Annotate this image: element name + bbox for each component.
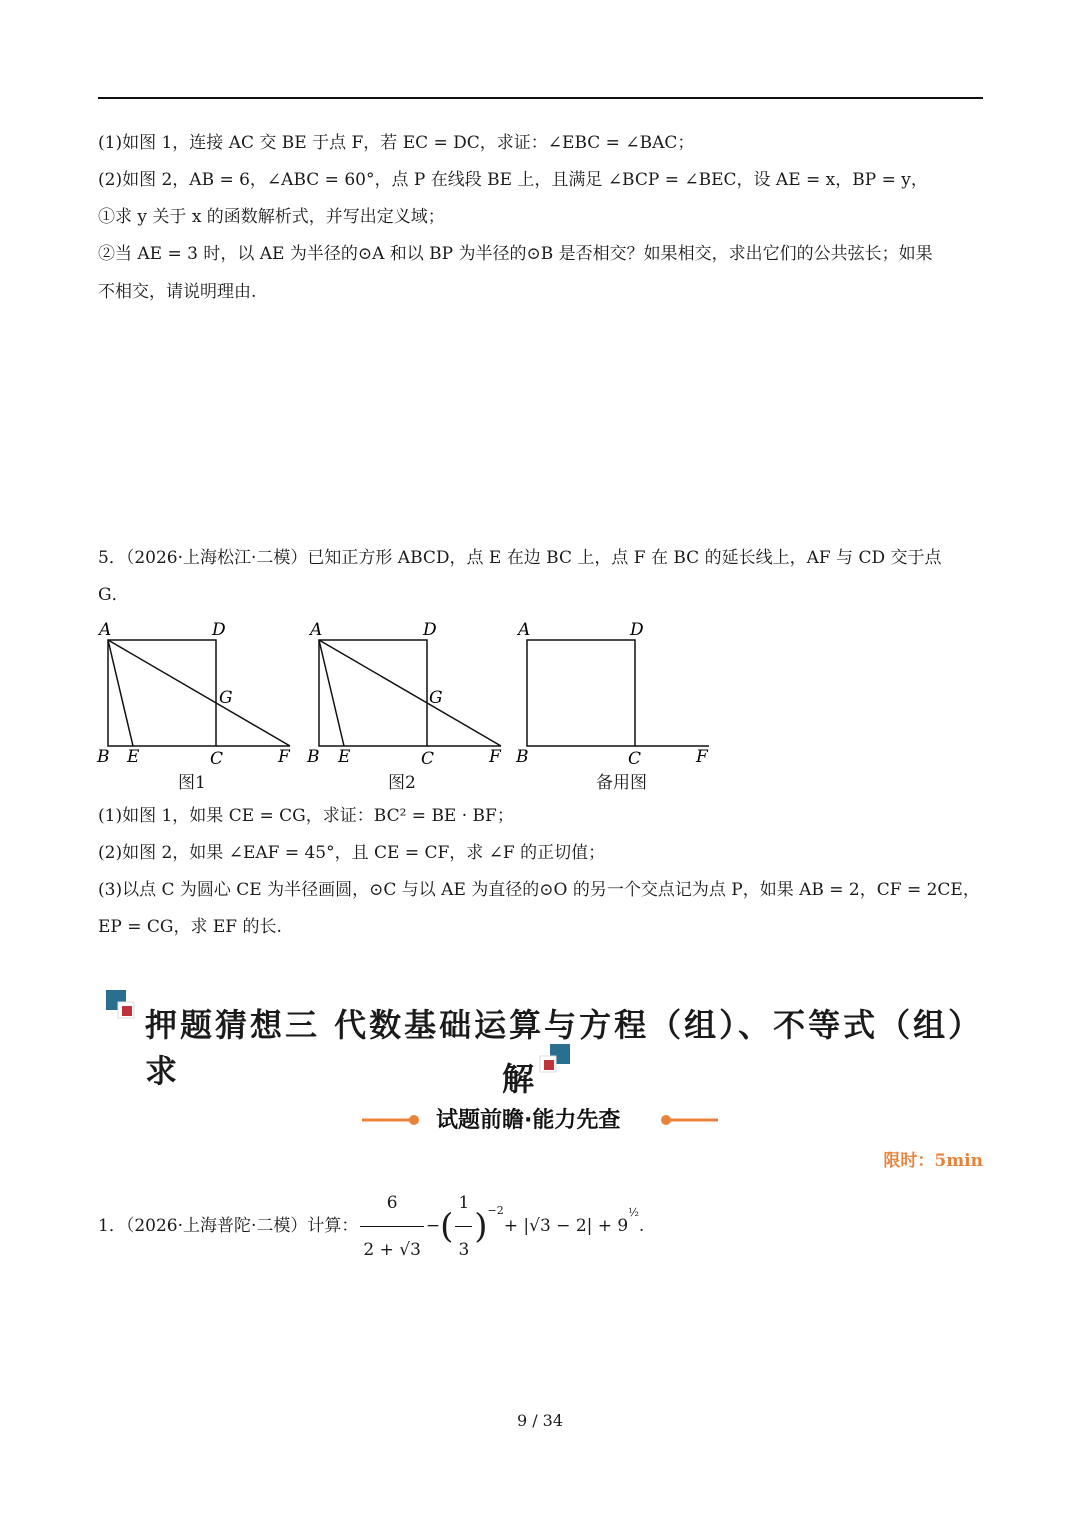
fraction-1: $\frac{6}{2 + √3}$ xyxy=(360,1180,424,1273)
q4-part2-sub2: ②当 AE = 3 时，以 AE 为半径的⊙A 和以 BP 为半径的⊙B 是否相交？如果相交，求出它们的公共弦长；如果 xyxy=(98,244,933,264)
page-number: 9 / 34 xyxy=(516,1411,564,1430)
title-deco-icon xyxy=(104,988,138,1026)
q5-part2: (2)如图 2，如果 ∠EAF = 45°，且 CE = CF，求 ∠F 的正切值； xyxy=(98,843,606,863)
q4-part2-sub1: ①求 y 关于 x 的函数解析式，并写出定义域； xyxy=(98,207,445,227)
title-deco-icon-end xyxy=(538,1042,572,1080)
fraction-2: $\frac{1}{3}$ xyxy=(455,1180,472,1273)
q5-figures xyxy=(95,618,735,793)
time-limit: 限时：5min xyxy=(883,1151,983,1171)
figure-2 xyxy=(306,620,502,769)
figure-spare xyxy=(515,620,709,769)
q6-line: 1．（2026·上海普陀·二模）计算： $\frac{6}{2 + √3}$ −( $\frac{1}{3}$ )$^{-2}+ |√3 - 2| + 9^{\frac{1}{2}}$. xyxy=(98,1180,644,1273)
label-B: B xyxy=(307,747,320,767)
label-A: A xyxy=(518,620,531,640)
label-B: B xyxy=(97,747,110,767)
q5-intro: 5．（2026·上海松江·二模）已知正方形 ABCD，点 E 在边 BC 上，点 F 在 BC 的延长线上，AF 与 CD 交于点 xyxy=(98,548,942,568)
q5-intro-cont: G． xyxy=(98,585,129,605)
abs-term: + |√3 − 2| + 9 xyxy=(503,1216,629,1236)
label-D: D xyxy=(212,620,226,640)
q4-part2: (2)如图 2，AB = 6，∠ABC = 60°，点 P 在线段 BE 上，且满足 ∠BCP = ∠BEC，设 AE = x，BP = y， xyxy=(98,170,928,190)
label-F: F xyxy=(489,747,501,767)
label-D: D xyxy=(423,620,437,640)
label-F: F xyxy=(278,747,290,767)
section-title-cont: 解 xyxy=(502,1060,535,1098)
caption-figure-1: 图1 xyxy=(178,773,206,793)
section-subtitle: 试题前瞻·能力先查 xyxy=(436,1108,621,1133)
label-E: E xyxy=(338,747,351,767)
exponent-neg2: −2 xyxy=(487,1204,504,1218)
figure-1 xyxy=(96,620,291,769)
label-A: A xyxy=(310,620,323,640)
header-rule xyxy=(98,97,983,99)
minus-sign: − xyxy=(425,1216,441,1236)
exponent-half: ½ xyxy=(628,1206,639,1220)
label-E: E xyxy=(127,747,140,767)
q4-part1: (1)如图 1，连接 AC 交 BE 于点 F，若 EC = DC，求证：∠EBC = ∠BAC； xyxy=(98,133,695,153)
caption-figure-2: 图2 xyxy=(388,773,416,793)
label-A: A xyxy=(99,620,112,640)
label-C: C xyxy=(421,749,435,769)
caption-figure-spare: 备用图 xyxy=(596,773,647,793)
label-G: G xyxy=(429,688,443,708)
q5-part3: (3)以点 C 为圆心 CE 为半径画圆，⊙C 与以 AE 为直径的⊙O 的另一个交点记为点 P，如果 AB = 2，CF = 2CE， xyxy=(98,880,980,900)
q5-part3-cont: EP = CG，求 EF 的长. xyxy=(98,917,282,937)
label-F: F xyxy=(696,747,708,767)
label-C: C xyxy=(628,749,642,769)
label-C: C xyxy=(210,749,224,769)
q4-part2-sub2-cont: 不相交，请说明理由. xyxy=(98,282,257,302)
label-G: G xyxy=(219,688,233,708)
period: . xyxy=(638,1216,645,1236)
section-title: 押题猜想三 代数基础运算与方程（组）、不等式（组）求 xyxy=(145,1006,984,1090)
q6-intro: 1．（2026·上海普陀·二模）计算： xyxy=(98,1216,359,1236)
q5-part1: (1)如图 1，如果 CE = CG，求证：BC² = BE · BF； xyxy=(98,806,514,826)
label-B: B xyxy=(516,747,529,767)
label-D: D xyxy=(630,620,644,640)
